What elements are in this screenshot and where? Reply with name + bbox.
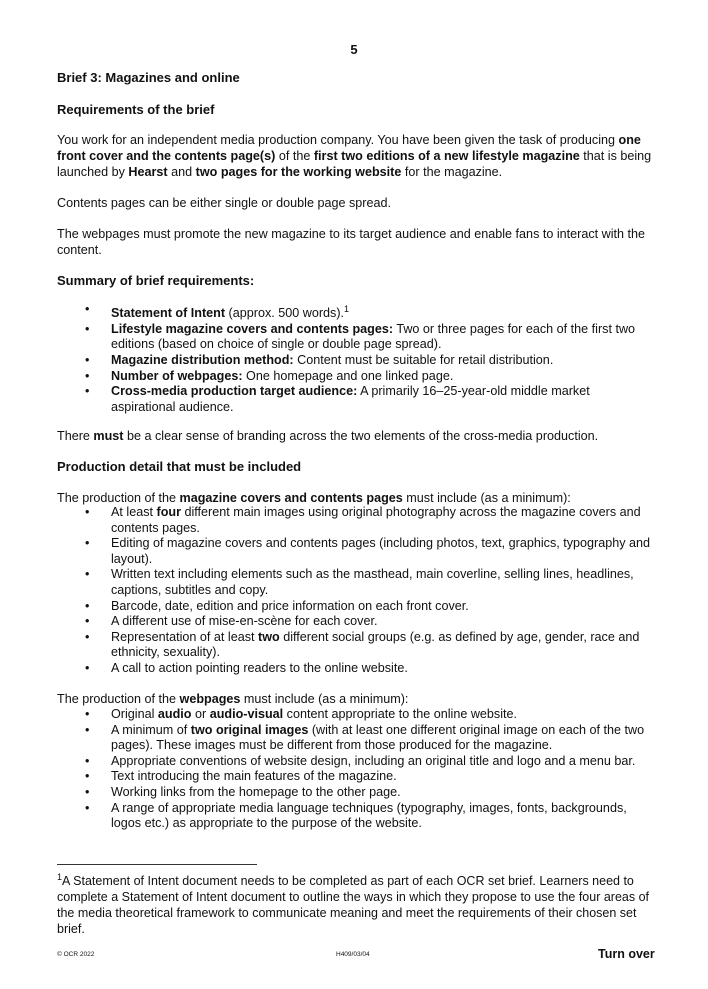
bold-text: Cross-media production target audience: bbox=[111, 384, 358, 399]
bold-text: four bbox=[156, 505, 181, 519]
list-item bbox=[111, 723, 656, 754]
text-run: Working links from the homepage to the other page. bbox=[111, 784, 401, 799]
text-run: that is being launched by bbox=[57, 149, 652, 179]
text-run: and bbox=[167, 165, 196, 179]
footnote bbox=[57, 869, 657, 937]
bold-text: audio-visual bbox=[209, 707, 284, 721]
list-item bbox=[111, 707, 656, 723]
magazine-intro bbox=[57, 490, 657, 506]
bold-text: Lifestyle magazine covers and contents pages: bbox=[111, 321, 394, 336]
bold-text: magazine covers and contents pages bbox=[179, 491, 403, 505]
page-number: 5 bbox=[350, 42, 358, 57]
list-item bbox=[111, 801, 656, 832]
intro-paragraph bbox=[57, 132, 657, 180]
bold-text: two bbox=[258, 629, 280, 644]
list-item bbox=[111, 322, 656, 353]
text-run: Content must be suitable for retail distribution. bbox=[293, 352, 554, 367]
text-run: must include (as a minimum): bbox=[402, 491, 571, 505]
production-heading: Production detail that must be included bbox=[57, 459, 302, 474]
text-run: (with at least one different original image on each of the two pages). These images must be different from those produced for the magazine. bbox=[111, 722, 645, 753]
list-item bbox=[111, 754, 656, 770]
text-run: Text introducing the main features of the magazine. bbox=[111, 769, 397, 784]
text-run: of the bbox=[275, 149, 314, 163]
text-run: content appropriate to the online website. bbox=[283, 707, 518, 721]
summary-heading: Summary of brief requirements: bbox=[57, 273, 255, 288]
list-item bbox=[111, 785, 656, 801]
list-item bbox=[111, 536, 656, 567]
text-run: for the magazine. bbox=[401, 165, 503, 179]
text-run: Two or three pages for each of the first two editions (based on choice of single or double page spread). bbox=[111, 321, 636, 352]
text-run: or bbox=[191, 707, 210, 721]
text-run: There bbox=[57, 429, 94, 443]
bold-text: webpages bbox=[179, 692, 241, 706]
requirements-heading: Requirements of the brief bbox=[57, 102, 215, 117]
text-run: Representation of at least bbox=[111, 629, 259, 644]
footnote-marker: 1 bbox=[344, 304, 350, 314]
copyright-text: © OCR 2022 bbox=[57, 951, 95, 958]
list-item bbox=[111, 599, 656, 615]
text-run: The production of the bbox=[57, 491, 180, 505]
list-item bbox=[111, 769, 656, 785]
bold-text: Magazine distribution method: bbox=[111, 352, 294, 367]
bold-text: two original images bbox=[190, 722, 309, 737]
summary-list bbox=[111, 302, 656, 415]
contents-pages-note: Contents pages can be either single or double page spread. bbox=[57, 196, 391, 210]
webpages-intro bbox=[57, 691, 657, 707]
bold-text: audio bbox=[157, 707, 192, 721]
list-item bbox=[111, 302, 656, 322]
list-item bbox=[111, 505, 656, 536]
text-run: A minimum of bbox=[111, 722, 191, 737]
text-run: You work for an independent media production company. You have been given the task of producing bbox=[57, 133, 619, 147]
list-item bbox=[111, 661, 656, 677]
brief-title: Brief 3: Magazines and online bbox=[57, 70, 240, 85]
bold-text: must bbox=[93, 429, 124, 443]
text-run: Barcode, date, edition and price information on each front cover. bbox=[111, 598, 469, 613]
text-run: Written text including elements such as the masthead, main coverline, selling lines, headlines, captions, subtitles and copy. bbox=[111, 567, 634, 597]
text-run: Editing of magazine covers and contents pages (including photos, text, graphics, typography and layout). bbox=[111, 536, 651, 566]
list-item bbox=[111, 567, 656, 598]
branding-paragraph bbox=[57, 428, 657, 444]
document-code: H409/03/04 bbox=[336, 951, 370, 958]
text-run: must include (as a minimum): bbox=[240, 692, 409, 706]
text-run: At least bbox=[111, 505, 157, 519]
text-run: A primarily 16–25-year-old middle market aspirational audience. bbox=[111, 384, 590, 414]
webpages-requirements-list bbox=[111, 707, 656, 832]
text-run: The production of the bbox=[57, 692, 180, 706]
bold-text: Statement of Intent bbox=[111, 306, 226, 321]
webpages-promo-paragraph: The webpages must promote the new magazine to its target audience and enable fans to interact with the content. bbox=[57, 227, 646, 257]
text-run: Original bbox=[111, 707, 158, 721]
bold-text: Hearst bbox=[128, 165, 168, 179]
text-run: different main images using original photography across the magazine covers and contents pages. bbox=[111, 505, 641, 535]
text-run: different social groups (e.g. as defined by age, gender, race and ethnicity, sexuality). bbox=[111, 629, 640, 660]
turn-over-label: Turn over bbox=[598, 947, 655, 961]
list-item bbox=[111, 614, 656, 630]
text-run: (approx. 500 words). bbox=[225, 306, 345, 321]
magazine-requirements-list bbox=[111, 505, 656, 677]
text-run: be a clear sense of branding across the two elements of the cross-media production. bbox=[123, 429, 599, 443]
list-item bbox=[111, 630, 656, 661]
text-run: Appropriate conventions of website design, including an original title and logo and a menu bar. bbox=[111, 753, 636, 768]
list-item bbox=[111, 369, 656, 385]
text-run: One homepage and one linked page. bbox=[242, 368, 454, 383]
footnote-marker: 1 bbox=[57, 872, 63, 882]
text-run: A call to action pointing readers to the online website. bbox=[111, 660, 408, 675]
bold-text: Number of webpages: bbox=[111, 368, 243, 383]
text-run: A Statement of Intent document needs to be completed as part of each OCR set brief. Learners need to complete a Statement of Intent document to outline the ways in which they propose to use the four areas of the media theoretical framework to communicate meaning and meet the requirements of their chosen set brief. bbox=[57, 874, 650, 937]
text-run: A different use of mise-en-scène for each cover. bbox=[111, 614, 378, 629]
bold-text: one front cover and the contents page(s) bbox=[57, 133, 641, 163]
list-item bbox=[111, 384, 656, 415]
list-item bbox=[111, 353, 656, 369]
bold-text: first two editions of a new lifestyle magazine bbox=[313, 149, 580, 163]
footnote-divider bbox=[57, 864, 257, 865]
text-run: A range of appropriate media language techniques (typography, images, fonts, backgrounds, logos etc.) as appropriate to the purpose of the website. bbox=[111, 800, 627, 831]
bold-text: two pages for the working website bbox=[195, 165, 402, 179]
